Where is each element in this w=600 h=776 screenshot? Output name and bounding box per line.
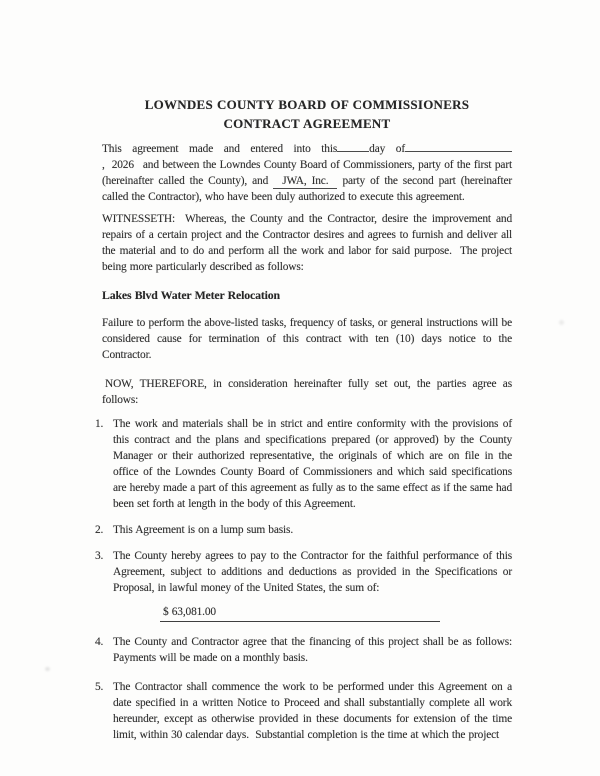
list-item-1-text: The work and materials shall be in strict and entire conformity with the provisions of this contract and the plans and specifications prepared (or approved) by the County Manager or their authorized representative, the originals of which are on file in the office of the Lowndes County Board of Commissioners and which said specifications are hereby made a part of this agreement as fully as to the same effect as if the same had been set forth at length in the body of this Agreement. <box>113 418 512 510</box>
document-title <box>102 95 512 133</box>
intro-text-5: party of the second part (hereinafter called the Contractor), who have been duly authorized to execute this agreement. <box>102 175 513 203</box>
list-item-5 <box>95 679 512 743</box>
failure-clause-paragraph: Failure to perform the above-listed tasks, frequency of tasks, or general instructions will be considered cause for termination of this contract with ten (10) days notice to the Contractor. <box>102 317 512 361</box>
intro-text-1: This agreement made and entered into this <box>102 143 338 155</box>
intro-text-4: and between the Lowndes County Board of Commissioners, party of the first part (hereinafter called the County), and <box>102 159 512 187</box>
document-content <box>95 95 513 753</box>
list-item-5-text: The Contractor shall commence the work to be performed under this Agreement on a date specified in a written Notice to Proceed and shall substantially complete all work hereunder, except as otherwise provided in these documents for extension of the time limit, within 30 calendar days. Substantial completion is the time at which the project <box>113 681 512 741</box>
document-title-line2: CONTRACT AGREEMENT <box>223 116 391 131</box>
contract-amount-row <box>113 604 512 622</box>
list-item-3 <box>95 548 512 624</box>
list-item-2-text: This Agreement is on a lump sum basis. <box>113 524 294 536</box>
project-title: Lakes Blvd Water Meter Relocation <box>102 288 280 302</box>
scan-artifact <box>45 667 50 671</box>
numbered-clause-list <box>95 416 512 743</box>
scan-artifact <box>559 320 564 325</box>
document-title-line1: LOWNDES COUNTY BOARD OF COMMISSIONERS <box>144 97 470 112</box>
list-item-4 <box>95 634 512 666</box>
contractor-name-field: JWA, Inc. <box>273 175 337 189</box>
list-item-5-number: 5. <box>95 681 104 693</box>
list-item-2 <box>95 522 512 538</box>
day-blank-field <box>337 140 369 152</box>
year-value: 2026 <box>111 159 134 171</box>
list-item-4-text: The County and Contractor agree that the financing of this project shall be as follows: Payments will be made on a monthly basis. <box>113 636 512 664</box>
list-item-1 <box>95 416 512 512</box>
list-item-3-number: 3. <box>95 550 104 562</box>
list-item-2-number: 2. <box>95 524 104 536</box>
witnesseth-paragraph: WITNESSETH: Whereas, the County and the Contractor, desire the improvement and repairs of a certain project and the Contractor desires and agrees to furnish and deliver all the material and to do and perform all the work and labor for said purpose. The project being more particularly described as follows: <box>102 213 512 273</box>
list-item-4-number: 4. <box>95 636 104 648</box>
contract-amount-field: $ 63,081.00 <box>160 604 440 622</box>
intro-text-2: day of <box>369 143 405 155</box>
intro-paragraph <box>102 140 512 205</box>
list-item-1-number: 1. <box>95 418 104 430</box>
list-item-3-text: The County hereby agrees to pay to the Contractor for the faithful performance of this Agreement, subject to additions and deductions as provided in the Specifications or Proposal, in lawful money of the United States, the sum of: <box>113 550 512 594</box>
now-therefore-paragraph: NOW, THEREFORE, in consideration hereinafter fully set out, the parties agree as follows: <box>102 378 512 406</box>
intro-text-3: , <box>102 159 105 171</box>
month-blank-field <box>405 140 512 152</box>
